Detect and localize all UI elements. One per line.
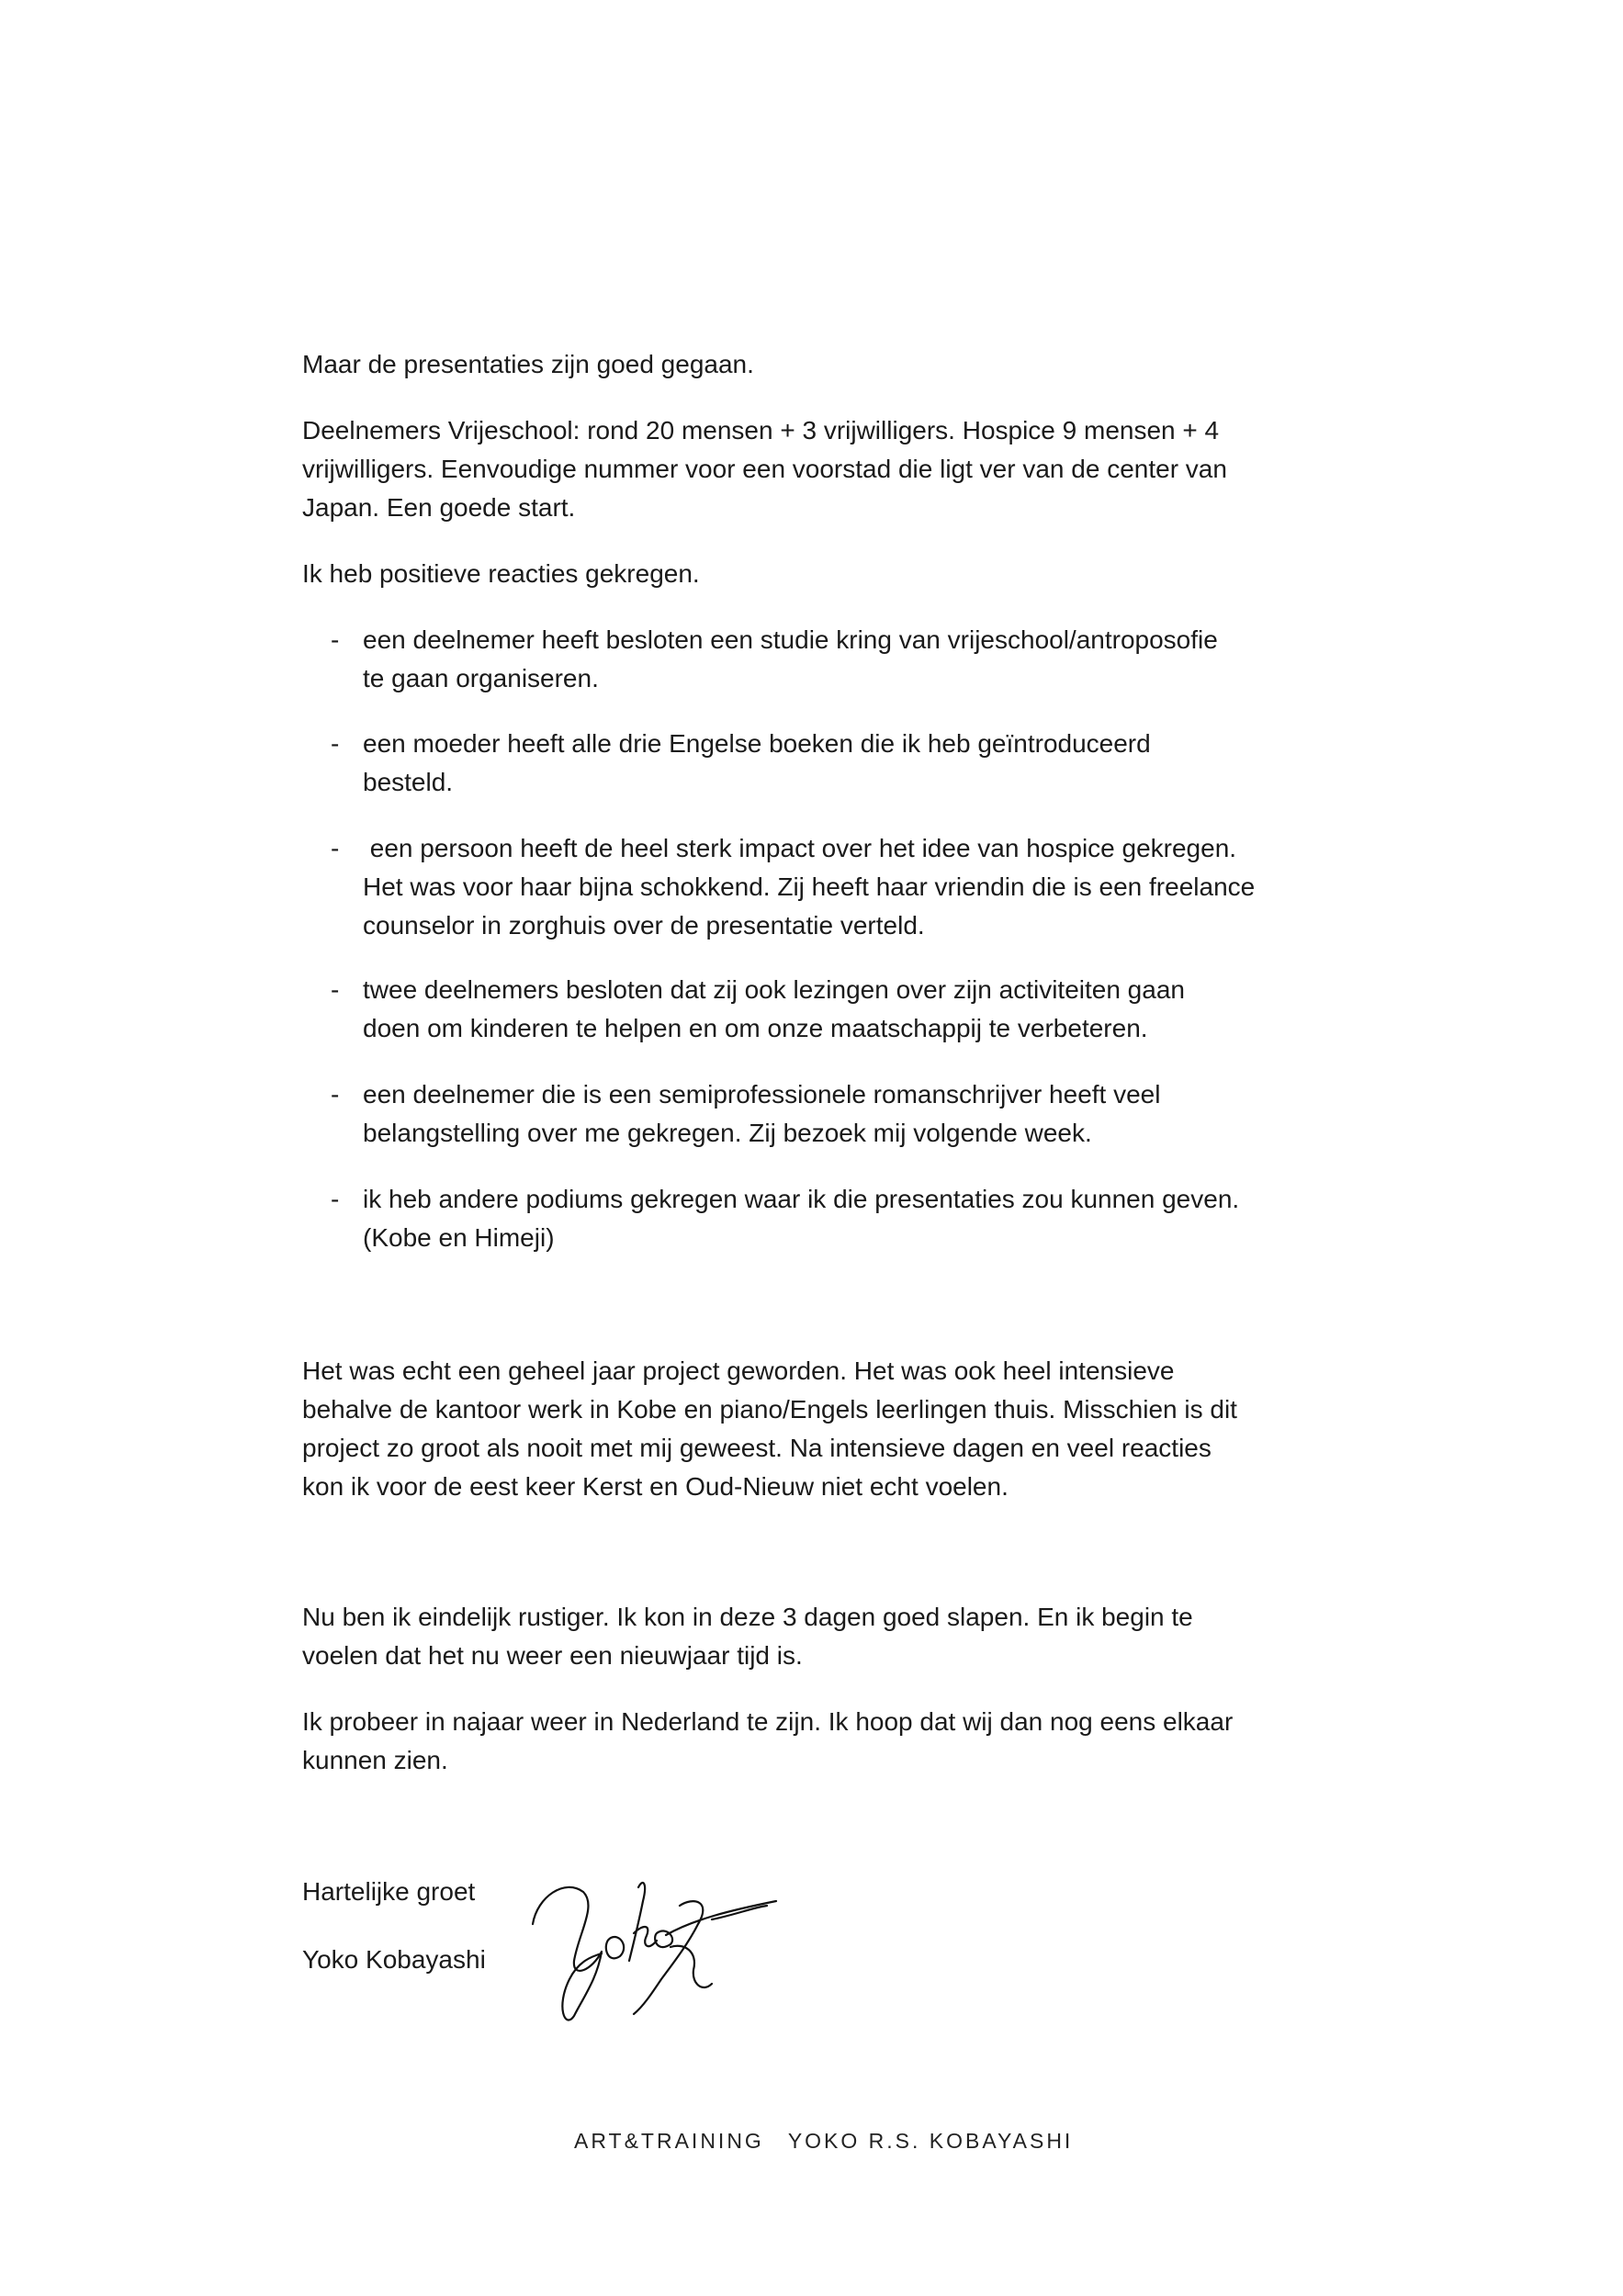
text-line: Deelnemers Vrijeschool: rond 20 mensen + 3 vrijwilligers. Hospice 9 mensen + 4 xyxy=(302,416,1220,445)
bullet-dash: - xyxy=(331,625,340,654)
paragraph-rest xyxy=(302,1598,1193,1675)
text-line: Maar de presentaties zijn goed gegaan. xyxy=(302,350,754,378)
text-line: doen om kinderen te helpen en om onze maatschappij te verbeteren. xyxy=(363,1014,1148,1042)
bullet-dash: - xyxy=(331,975,340,1004)
paragraph-project xyxy=(302,1352,1237,1506)
list-item xyxy=(331,829,1255,945)
paragraph-reactions xyxy=(302,555,700,593)
closing: Hartelijke groet xyxy=(302,1877,476,1906)
text-line: besteld. xyxy=(363,768,454,796)
text-line: kon ik voor de eest keer Kerst en Oud-Nieuw niet echt voelen. xyxy=(302,1472,1009,1501)
text-line: project zo groot als nooit met mij geweest. Na intensieve dagen en veel reacties xyxy=(302,1434,1212,1462)
bullet-dash: - xyxy=(331,729,340,758)
text-line: behalve de kantoor werk in Kobe en piano/Engels leerlingen thuis. Misschien is dit xyxy=(302,1395,1237,1424)
text-line: ik heb andere podiums gekregen waar ik die presentaties zou kunnen geven. xyxy=(363,1185,1240,1213)
footer-owner: YOKO R.S. KOBAYASHI xyxy=(787,2129,1074,2153)
bullet-dash: - xyxy=(331,834,340,862)
paragraph-plans xyxy=(302,1703,1233,1780)
list-item xyxy=(331,971,1185,1048)
list-item xyxy=(331,1180,1239,1257)
list-item xyxy=(331,1075,1160,1153)
text-line: een persoon heeft de heel sterk impact over het idee van hospice gekregen. xyxy=(363,834,1237,862)
text-line: een moeder heeft alle drie Engelse boeken die ik heb geïntroduceerd xyxy=(363,729,1151,758)
list-item xyxy=(331,621,1218,698)
text-line: een deelnemer heeft besloten een studie kring van vrijeschool/antroposofie xyxy=(363,625,1218,654)
bullet-dash: - xyxy=(331,1185,340,1213)
text-line: Het was echt een geheel jaar project geworden. Het was ook heel intensieve xyxy=(302,1356,1175,1385)
text-line: vrijwilligers. Eenvoudige nummer voor een voorstad die ligt ver van de center van xyxy=(302,455,1227,483)
paragraph-intro xyxy=(302,345,754,384)
text-line: Het was voor haar bijna schokkend. Zij heeft haar vriendin die is een freelance xyxy=(363,872,1256,901)
bullet-dash: - xyxy=(331,1080,340,1109)
text-line: twee deelnemers besloten dat zij ook lezingen over zijn activiteiten gaan xyxy=(363,975,1185,1004)
text-line: counselor in zorghuis over de presentatie verteld. xyxy=(363,911,925,940)
list-item xyxy=(331,725,1151,802)
text-line: (Kobe en Himeji) xyxy=(363,1223,555,1252)
text-line: Ik heb positieve reacties gekregen. xyxy=(302,559,700,588)
text-line: een deelnemer die is een semiprofessionele romanschrijver heeft veel xyxy=(363,1080,1161,1109)
text-line: kunnen zien. xyxy=(302,1746,448,1774)
text-line: te gaan organiseren. xyxy=(363,664,599,692)
footer-brand xyxy=(574,2129,1097,2154)
text-line: Nu ben ik eindelijk rustiger. Ik kon in deze 3 dagen goed slapen. En ik begin te xyxy=(302,1603,1193,1631)
text-line: Japan. Een goede start. xyxy=(302,493,576,522)
footer-company: ART&TRAINING xyxy=(574,2129,764,2153)
text-line: belangstelling over me gekregen. Zij bezoek mij volgende week. xyxy=(363,1119,1092,1147)
text-line: Ik probeer in najaar weer in Nederland te zijn. Ik hoop dat wij dan nog eens elkaar xyxy=(302,1707,1234,1736)
sender-name: Yoko Kobayashi xyxy=(302,1945,486,1974)
text-line: voelen dat het nu weer een nieuwjaar tijd is. xyxy=(302,1641,803,1670)
paragraph-participants xyxy=(302,411,1227,527)
signature xyxy=(528,1869,795,2025)
